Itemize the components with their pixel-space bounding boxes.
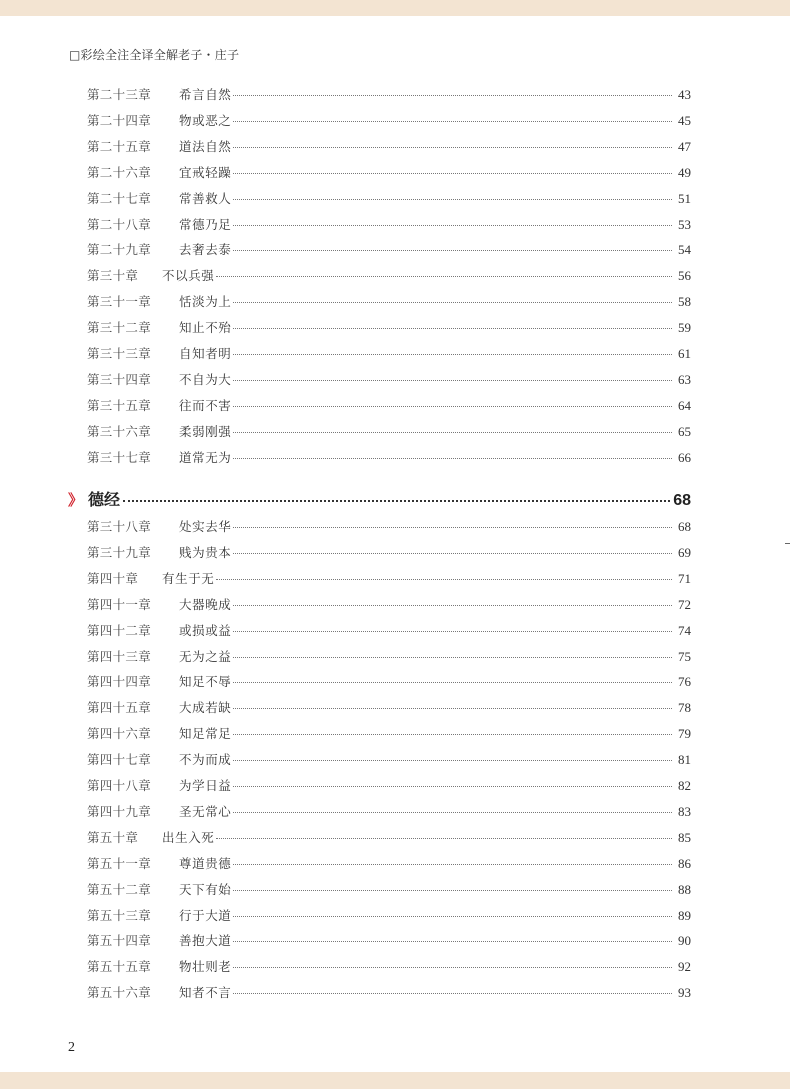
chapter-page-number: 83 <box>678 803 691 819</box>
toc-entry[interactable] <box>87 802 691 824</box>
toc-entry[interactable] <box>87 344 691 366</box>
dot-leader <box>233 681 672 683</box>
dot-leader <box>233 630 672 632</box>
chapter-number: 第五十五章 <box>87 959 152 975</box>
chapter-title: 物或恶之 <box>179 112 232 128</box>
section-title: 德经 <box>88 490 121 509</box>
chapter-number: 第五十四章 <box>87 933 152 949</box>
chapter-page-number: 76 <box>678 674 691 690</box>
chapter-title: 处实去华 <box>179 519 232 534</box>
chapter-title: 出生入死 <box>162 829 215 845</box>
chapter-page-number: 86 <box>678 855 691 871</box>
chapter-number: 第三十九章 <box>87 544 152 560</box>
chapter-title: 大成若缺 <box>179 700 232 716</box>
toc-entry[interactable] <box>87 621 691 643</box>
chapter-number: 第五十章 <box>87 829 139 845</box>
chapter-page-number: 47 <box>678 138 691 154</box>
dot-leader <box>233 172 672 174</box>
chapter-title: 道法自然 <box>179 138 232 154</box>
chapter-title: 往而不害 <box>179 397 232 413</box>
chapter-title: 知足不辱 <box>179 674 232 690</box>
dot-leader <box>233 966 672 968</box>
chapter-number: 第二十五章 <box>87 138 152 154</box>
chapter-page-number: 88 <box>678 881 691 897</box>
chapter-title: 尊道贵德 <box>179 855 232 871</box>
chapter-number: 第二十七章 <box>87 190 152 206</box>
chapter-title: 常德乃足 <box>179 216 232 232</box>
dot-leader <box>233 198 672 200</box>
chapter-page-number: 71 <box>678 570 691 586</box>
dot-leader <box>233 353 672 355</box>
toc-entry[interactable] <box>87 240 691 262</box>
chapter-title: 知者不言 <box>179 985 232 1001</box>
chapter-title: 恬淡为上 <box>179 294 232 310</box>
dot-leader <box>233 526 672 528</box>
dot-leader <box>233 759 672 761</box>
chapter-number: 第五十二章 <box>87 881 152 897</box>
chapter-page-number: 72 <box>678 596 691 612</box>
chapter-page-number: 74 <box>678 622 691 638</box>
dot-leader <box>233 863 672 865</box>
toc-entry[interactable] <box>87 957 691 979</box>
chapter-number: 第四十四章 <box>87 674 152 690</box>
dot-leader <box>233 327 672 329</box>
toc-entry[interactable] <box>87 543 691 565</box>
chapter-number: 第三十七章 <box>87 449 152 465</box>
chapter-page-number: 92 <box>678 959 691 975</box>
toc-entry[interactable] <box>87 318 691 340</box>
chapter-page-number: 49 <box>678 164 691 180</box>
chapter-number: 第五十六章 <box>87 985 152 1001</box>
chapter-number: 第二十四章 <box>87 112 152 128</box>
chapter-title: 自知者明 <box>179 346 232 361</box>
dot-leader <box>233 120 672 122</box>
chapter-page-number: 89 <box>678 907 691 923</box>
chapter-page-number: 68 <box>678 519 691 534</box>
dot-leader <box>233 301 672 303</box>
trim-mark <box>785 543 790 544</box>
dot-leader <box>216 837 672 839</box>
chapter-title: 希言自然 <box>179 87 232 102</box>
chapter-title: 宜戒轻躁 <box>179 164 232 180</box>
chapter-page-number: 63 <box>678 371 691 387</box>
chapter-number: 第三十五章 <box>87 397 152 413</box>
chapter-number: 第三十六章 <box>87 423 152 439</box>
toc-entry[interactable] <box>87 983 691 1005</box>
toc-entry[interactable] <box>87 880 691 902</box>
chapter-page-number: 90 <box>678 933 691 949</box>
chapter-number: 第四十八章 <box>87 778 152 793</box>
chapter-title: 大器晚成 <box>179 596 232 612</box>
toc-entry[interactable] <box>87 724 691 746</box>
dot-leader <box>233 457 672 459</box>
chapter-number: 第五十三章 <box>87 907 152 923</box>
chapter-page-number: 64 <box>678 397 691 413</box>
toc-entry[interactable] <box>87 854 691 876</box>
chapter-title: 知止不殆 <box>179 320 232 336</box>
toc-entry[interactable] <box>87 111 691 133</box>
chapter-number: 第二十八章 <box>87 216 152 232</box>
chapter-page-number: 81 <box>678 752 691 768</box>
chapter-title: 有生于无 <box>162 570 215 586</box>
toc-entry[interactable] <box>87 569 691 591</box>
chapter-page-number: 93 <box>678 985 691 1001</box>
dot-leader <box>233 785 672 787</box>
chapter-title: 为学日益 <box>179 778 232 793</box>
chapter-title: 无为之益 <box>179 648 232 664</box>
chapter-number: 第二十六章 <box>87 164 152 180</box>
toc-entry[interactable] <box>87 698 691 720</box>
dot-leader <box>233 656 672 658</box>
chapter-title: 不自为大 <box>179 371 232 387</box>
dot-leader <box>233 940 672 942</box>
toc-entry[interactable] <box>87 517 691 539</box>
dot-leader <box>216 578 672 580</box>
chapter-number: 第三十四章 <box>87 371 152 387</box>
dot-leader <box>233 224 672 226</box>
toc-entry[interactable] <box>87 647 691 669</box>
chapter-title: 去奢去泰 <box>179 242 232 258</box>
chapter-page-number: 85 <box>678 829 691 845</box>
chapter-number: 第四十六章 <box>87 726 152 742</box>
chapter-number: 第三十二章 <box>87 320 152 336</box>
chapter-title: 物壮则老 <box>179 959 232 975</box>
running-head: □彩绘全注全译全解老子・庄子 <box>69 48 240 62</box>
chapter-page-number: 45 <box>678 112 691 128</box>
chapter-title: 天下有始 <box>179 881 232 897</box>
chapter-number: 第四十三章 <box>87 648 152 664</box>
toc-entry[interactable] <box>87 828 691 850</box>
chapter-number: 第四十章 <box>87 570 139 586</box>
chapter-title: 善抱大道 <box>179 933 232 949</box>
chapter-number: 第四十二章 <box>87 622 152 638</box>
chapter-page-number: 65 <box>678 423 691 439</box>
toc-entry[interactable] <box>87 215 691 237</box>
chapter-number: 第四十五章 <box>87 700 152 716</box>
toc-entry[interactable] <box>87 370 691 392</box>
toc-section-de-jing[interactable] <box>68 487 691 513</box>
chapter-page-number: 53 <box>678 216 691 232</box>
dot-leader <box>233 604 672 606</box>
chapter-page-number: 43 <box>678 87 691 102</box>
chapter-page-number: 82 <box>678 778 691 793</box>
toc-entry[interactable] <box>87 776 691 798</box>
chapter-page-number: 56 <box>678 268 691 284</box>
chapter-page-number: 66 <box>678 449 691 465</box>
dot-leader <box>233 733 672 735</box>
chapter-title: 行于大道 <box>179 907 232 923</box>
chapter-number: 第四十七章 <box>87 752 152 768</box>
toc-entry[interactable] <box>87 85 691 107</box>
chapter-title: 贱为贵本 <box>179 544 232 560</box>
chapter-title: 不为而成 <box>179 752 232 768</box>
dot-leader <box>233 915 672 917</box>
chapter-number: 第三十一章 <box>87 294 152 310</box>
toc-entry[interactable] <box>87 292 691 314</box>
double-chevron-right-icon: 》 <box>68 491 84 509</box>
dot-leader <box>233 707 672 709</box>
chapter-number: 第四十九章 <box>87 803 152 819</box>
toc-entry[interactable] <box>87 137 691 159</box>
chapter-page-number: 78 <box>678 700 691 716</box>
chapter-title: 柔弱刚强 <box>179 423 232 439</box>
dot-leader <box>123 499 670 502</box>
chapter-page-number: 59 <box>678 320 691 336</box>
chapter-page-number: 75 <box>678 648 691 664</box>
chapter-number: 第三十章 <box>87 268 139 284</box>
toc-entry[interactable] <box>87 266 691 288</box>
dot-leader <box>233 94 672 96</box>
dot-leader <box>233 249 672 251</box>
chapter-page-number: 79 <box>678 726 691 742</box>
chapter-title: 不以兵强 <box>162 268 215 284</box>
chapter-number: 第二十三章 <box>87 87 152 102</box>
chapter-number: 第四十一章 <box>87 596 152 612</box>
chapter-page-number: 54 <box>678 242 691 258</box>
toc-entry[interactable] <box>87 750 691 772</box>
chapter-page-number: 69 <box>678 544 691 560</box>
chapter-page-number: 61 <box>678 346 691 361</box>
chapter-page-number: 51 <box>678 190 691 206</box>
dot-leader <box>233 889 672 891</box>
chapter-number: 第二十九章 <box>87 242 152 258</box>
top-color-band <box>0 0 790 16</box>
dot-leader <box>233 146 672 148</box>
toc-entry[interactable] <box>87 906 691 928</box>
chapter-number: 第五十一章 <box>87 855 152 871</box>
chapter-title: 道常无为 <box>179 449 232 465</box>
chapter-title: 圣无常心 <box>179 803 232 819</box>
chapter-page-number: 58 <box>678 294 691 310</box>
chapter-title: 知足常足 <box>179 726 232 742</box>
chapter-number: 第三十八章 <box>87 519 152 534</box>
toc-entry[interactable] <box>87 672 691 694</box>
dot-leader <box>233 552 672 554</box>
dot-leader <box>233 431 672 433</box>
chapter-title: 或损或益 <box>179 622 232 638</box>
toc-entry[interactable] <box>87 448 691 470</box>
toc-entry[interactable] <box>87 189 691 211</box>
dot-leader <box>233 379 672 381</box>
page-number-folio: 2 <box>68 1040 75 1055</box>
chapter-number: 第三十三章 <box>87 346 152 361</box>
toc-entry[interactable] <box>87 595 691 617</box>
chapter-title: 常善救人 <box>179 190 232 206</box>
toc-entry[interactable] <box>87 931 691 953</box>
section-page-number: 68 <box>673 492 691 509</box>
dot-leader <box>233 811 672 813</box>
dot-leader <box>216 275 672 277</box>
toc-entry[interactable] <box>87 163 691 185</box>
dot-leader <box>233 992 672 994</box>
toc-entry[interactable] <box>87 396 691 418</box>
toc-entry[interactable] <box>87 422 691 444</box>
bottom-color-band <box>0 1072 790 1089</box>
dot-leader <box>233 405 672 407</box>
